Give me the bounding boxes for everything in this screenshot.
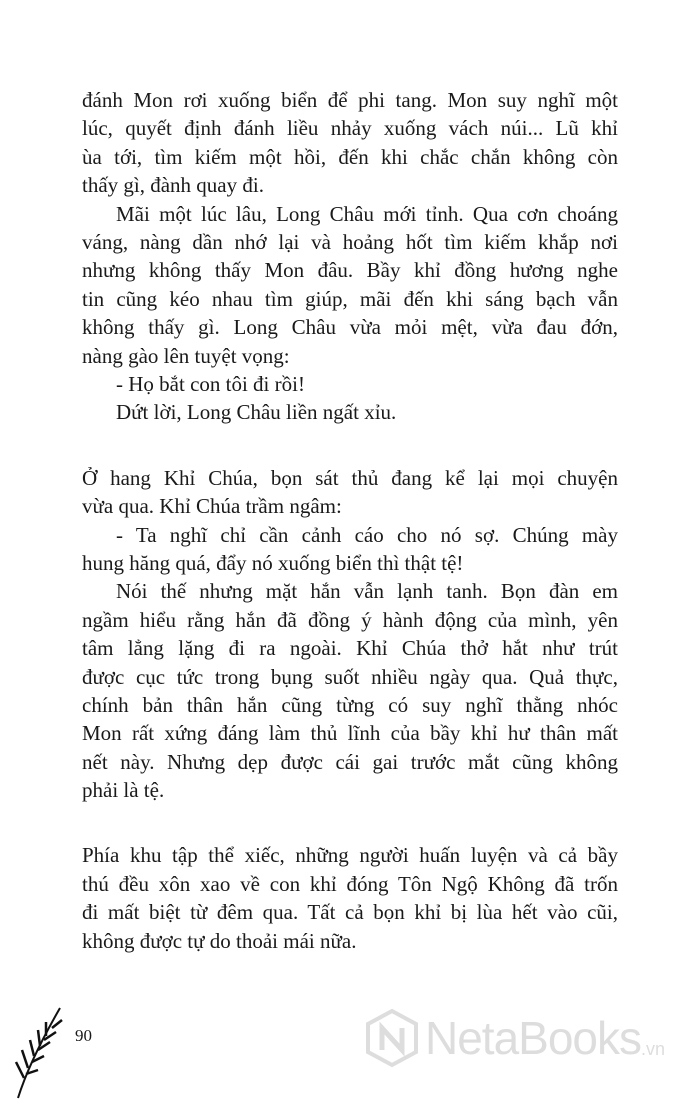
watermark	[365, 1008, 665, 1068]
text-line: tin cũng kéo nhau tìm giúp, mãi đến khi sáng bạch vẫn	[82, 286, 618, 311]
netabooks-logo-icon	[365, 1008, 419, 1068]
text-line: lúc, quyết định đánh liều nhảy xuống vách núi... Lũ khỉ	[82, 116, 618, 141]
text-line: tâm lẳng lặng đi ra ngoài. Khỉ Chúa thở hắt như trút	[82, 636, 618, 661]
text-line: váng, nàng dần nhớ lại và hoảng hốt tìm kiếm khắp nơi	[82, 230, 618, 254]
text-line: phải là tệ.	[82, 778, 165, 803]
watermark-suffix: .vn	[641, 1038, 666, 1059]
text-line: ùa tới, tìm kiếm một hồi, đến khi chắc chắn không còn	[82, 144, 618, 169]
text-line: Nói thế nhưng mặt hắn vẫn lạnh tanh. Bọn đàn em	[116, 579, 618, 604]
text-line: đi mất biệt từ đêm qua. Tất cả bọn khỉ bị lùa hết vào cũi,	[82, 900, 618, 925]
text-line: không thấy gì. Long Châu vừa mỏi mệt, vừa đau đớn,	[82, 315, 618, 340]
leaf-ornament-icon	[10, 1000, 70, 1100]
text-line: Mãi một lúc lâu, Long Châu mới tỉnh. Qua cơn choáng	[116, 201, 618, 226]
page-number: 90	[75, 1026, 92, 1045]
text-line: được cục tức trong bụng suốt nhiều ngày qua. Quả thực,	[82, 664, 618, 689]
text-line: Phía khu tập thể xiếc, những người huấn luyện và cả bầy	[82, 843, 618, 868]
text-line: thấy gì, đành quay đi.	[82, 173, 264, 198]
text-line: nàng gào lên tuyệt vọng:	[82, 343, 290, 368]
text-line: không được tự do thoải mái nữa.	[82, 928, 357, 953]
text-line: hung hăng quá, đẩy nó xuống biển thì thật tệ!	[82, 550, 464, 575]
text-line: đánh Mon rơi xuống biển để phi tang. Mon suy nghĩ một	[82, 88, 618, 112]
watermark-brand: NetaBooks	[425, 1012, 642, 1064]
text-line: nhưng không thấy Mon đâu. Bầy khỉ đồng hương nghe	[82, 258, 618, 283]
text-line: nết này. Nhưng dẹp được cái gai trước mắt cũng không	[82, 749, 618, 774]
text-line: Mon rất xứng đáng làm thủ lĩnh của bầy khỉ hư thân mất	[82, 721, 618, 746]
text-line: Ở hang Khỉ Chúa, bọn sát thủ đang kể lại mọi chuyện	[82, 465, 618, 490]
text-line: Dứt lời, Long Châu liền ngất xỉu.	[116, 400, 397, 425]
text-line: ngầm hiểu rằng hắn đã đồng ý hành động của mình, yên	[82, 607, 618, 632]
text-line: - Họ bắt con tôi đi rồi!	[116, 372, 305, 396]
text-line: chính bản thân hắn cũng từng có suy nghĩ thằng nhóc	[82, 692, 618, 717]
text-line: vừa qua. Khỉ Chúa trầm ngâm:	[82, 494, 342, 519]
text-line: - Ta nghĩ chỉ cần cảnh cáo cho nó sợ. Chúng mày	[116, 522, 618, 547]
text-line: thú đều xôn xao về con khỉ đóng Tôn Ngộ Không đã trốn	[82, 871, 618, 896]
